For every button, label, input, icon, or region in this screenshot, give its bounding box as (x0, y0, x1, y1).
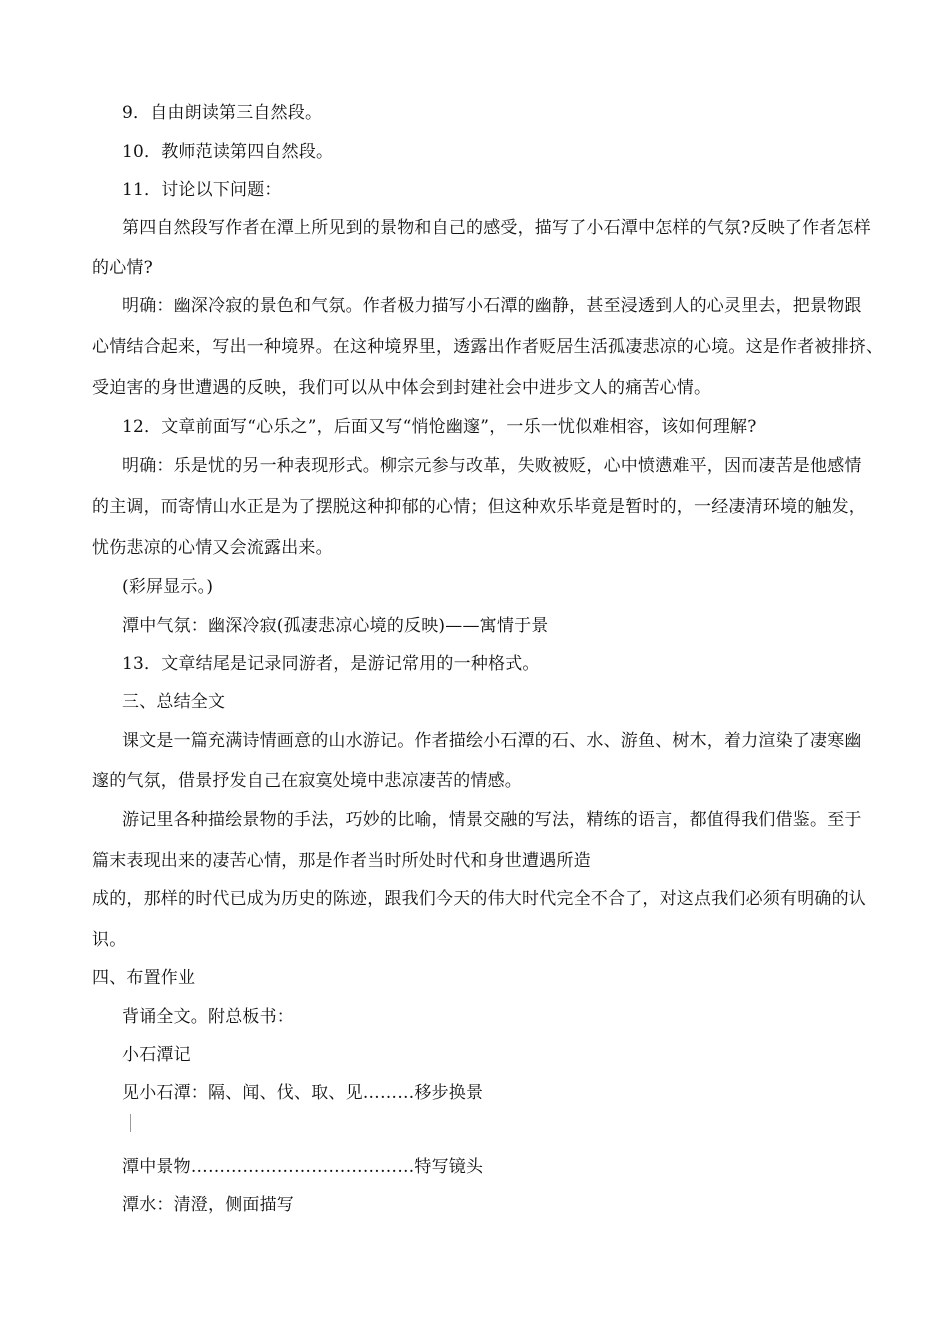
board-line: 潭中景物…………………………………特写镜头 (122, 1157, 484, 1177)
screen-note: (彩屏显示。) (122, 577, 214, 597)
summary-line: 课文是一篇充满诗情画意的山水游记。作者描绘小石潭的石、水、游鱼、树木，着力渲染了凄寒幽 (122, 731, 862, 751)
paragraph-line: 的心情? (92, 258, 153, 278)
item-12: 12．文章前面写“心乐之”，后面又写“悄怆幽邃”，一乐一忧似难相容，该如何理解? (122, 417, 757, 437)
answer-line: 受迫害的身世遭遇的反映，我们可以从中体会到封建社会中进步文人的痛苦心情。 (92, 378, 712, 398)
answer-line: 忧伤悲凉的心情又会流露出来。 (92, 538, 333, 558)
homework-line: 背诵全文。附总板书： (122, 1007, 294, 1027)
summary-line: 邃的气氛，借景抒发自己在寂寞处境中悲凉凄苦的情感。 (92, 771, 522, 791)
summary-line: 游记里各种描绘景物的手法，巧妙的比喻，情景交融的写法，精练的语言，都值得我们借鉴。至于 (122, 810, 862, 830)
atmosphere-line: 潭中气氛：幽深冷寂(孤凄悲凉心境的反映)——寓情于景 (122, 616, 549, 636)
paragraph-line: 第四自然段写作者在潭上所见到的景物和自己的感受，描写了小石潭中怎样的气氛?反映了作者怎样 (122, 218, 871, 238)
section-heading-homework: 四、布置作业 (92, 968, 196, 988)
answer-line: 明确：幽深冷寂的景色和气氛。作者极力描写小石潭的幽静，甚至浸透到人的心灵里去，把景物跟 (122, 296, 862, 316)
item-11: 11．讨论以下问题： (122, 180, 282, 200)
answer-line: 明确：乐是忧的另一种表现形式。柳宗元参与改革，失败被贬，心中愤懑难平，因而凄苦是他感情 (122, 456, 862, 476)
board-line: 潭水：清澄，侧面描写 (122, 1195, 294, 1215)
item-13: 13．文章结尾是记录同游者，是游记常用的一种格式。 (122, 654, 540, 674)
item-10: 10．教师范读第四自然段。 (122, 142, 334, 162)
answer-line: 的主调，而寄情山水正是为了摆脱这种抑郁的心情；但这种欢乐毕竟是暂时的，一经凄清环境的触发， (92, 497, 866, 517)
summary-line: 成的，那样的时代已成为历史的陈迹，跟我们今天的伟大时代完全不合了，对这点我们必须有明确的认 (92, 889, 866, 909)
section-heading-summary: 三、总结全文 (122, 692, 226, 712)
board-line: 见小石潭：隔、闻、伐、取、见………移步换景 (122, 1083, 484, 1103)
answer-line: 心情结合起来，写出一种境界。在这种境界里，透露出作者贬居生活孤凄悲凉的心境。这是作者被排挤、 (92, 337, 884, 357)
summary-line: 识。 (92, 930, 127, 950)
board-title: 小石潭记 (122, 1045, 191, 1065)
summary-line: 篇末表现出来的凄苦心情，那是作者当时所处时代和身世遭遇所造 (92, 851, 591, 871)
vertical-connector-line (130, 1114, 131, 1132)
item-9: 9．自由朗读第三自然段。 (122, 103, 323, 123)
